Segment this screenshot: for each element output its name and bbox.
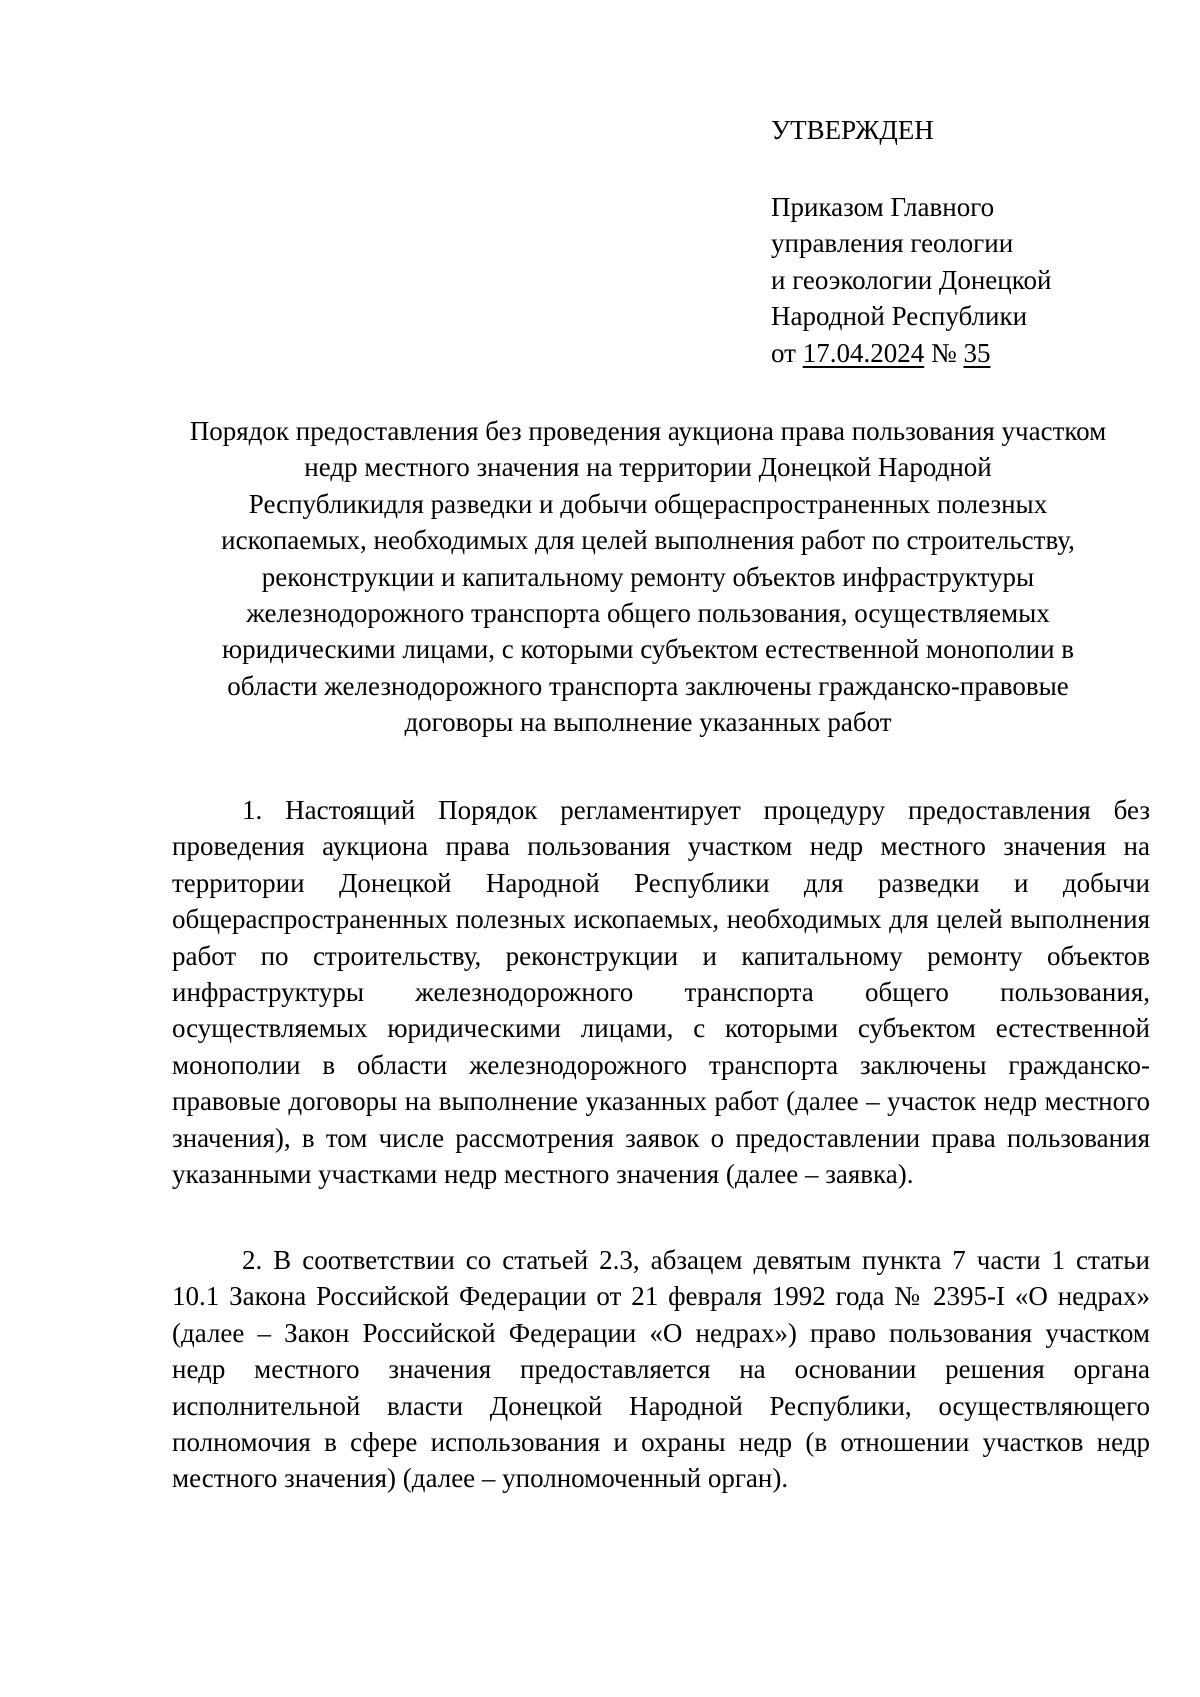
- approval-line: Приказом Главного: [771, 192, 995, 222]
- approval-lines: [771, 189, 1051, 371]
- order-number-sign: №: [930, 337, 957, 368]
- title-line: Республикидля разведки и добычи общераспространенных полезных: [248, 488, 1048, 519]
- approval-line: и геоэкологии Донецкой: [771, 264, 1052, 295]
- title-line: юридическими лицами, с которыми субъектом естественной монополии в: [221, 634, 1075, 665]
- approval-order-line: [771, 335, 1051, 371]
- approval-line: Народной Республики: [771, 301, 1028, 332]
- approval-line: управления геологии: [771, 228, 1014, 259]
- approval-title: УТВЕРЖДЕН: [771, 115, 934, 145]
- paragraph-2: 2. В соответствии со статьей 2.3, абзацем девятым пункта 7 части 1 статьи 10.1 Закона Российской Федерации от 21 февраля 1992 года № 2395-I «О недрах» (далее – Закон Российской Федерации «О недрах») право пользования участком недр местного значения предоставляется на основании решения органа исполнительной власти Донецкой Народной Республики, осуществляющего полномочия в сфере использования и охраны недр (в отношении участков недр местного значения) (далее – уполномоченный орган).: [172, 1245, 1150, 1494]
- title-line: договоры на выполнение указанных работ: [404, 707, 892, 738]
- order-number: 35: [963, 337, 991, 368]
- title-line: недр местного значения на территории Донецкой Народной: [304, 452, 992, 483]
- title-line: реконструкции и капитальному ремонту объектов инфраструктуры: [261, 561, 1035, 592]
- title-line: ископаемых, необходимых для целей выполнения работ по строительству,: [221, 525, 1075, 556]
- title-line: железнодорожного транспорта общего пользования, осуществляемых: [246, 598, 1050, 629]
- order-prefix: от: [771, 337, 796, 368]
- title-line: Порядок предоставления без проведения аукциона права пользования участком: [189, 416, 1107, 446]
- paragraph-1: 1. Настоящий Порядок регламентирует процедуру предоставления без проведения аукциона права пользования участком недр местного значения на территории Донецкой Народной Республики для разведки и добычи общераспространенных полезных ископаемых, необходимых для целей выполнения работ по строительству, реконструкции и капитальному ремонту объектов инфраструктуры железнодорожного транспорта общего пользования, осуществляемых юридическими лицами, с которыми субъектом естественной монополии в области железнодорожного транспорта заключены гражданско-правовые договоры на выполнение указанных работ (далее – участок недр местного значения), в том числе рассмотрения заявок о предоставлении права пользования указанными участками недр местного значения (далее – заявка).: [172, 795, 1150, 1190]
- title-line: области железнодорожного транспорта заключены гражданско-правовые: [227, 670, 1069, 701]
- document-title: [150, 413, 1146, 741]
- order-date: 17.04.2024: [802, 337, 925, 368]
